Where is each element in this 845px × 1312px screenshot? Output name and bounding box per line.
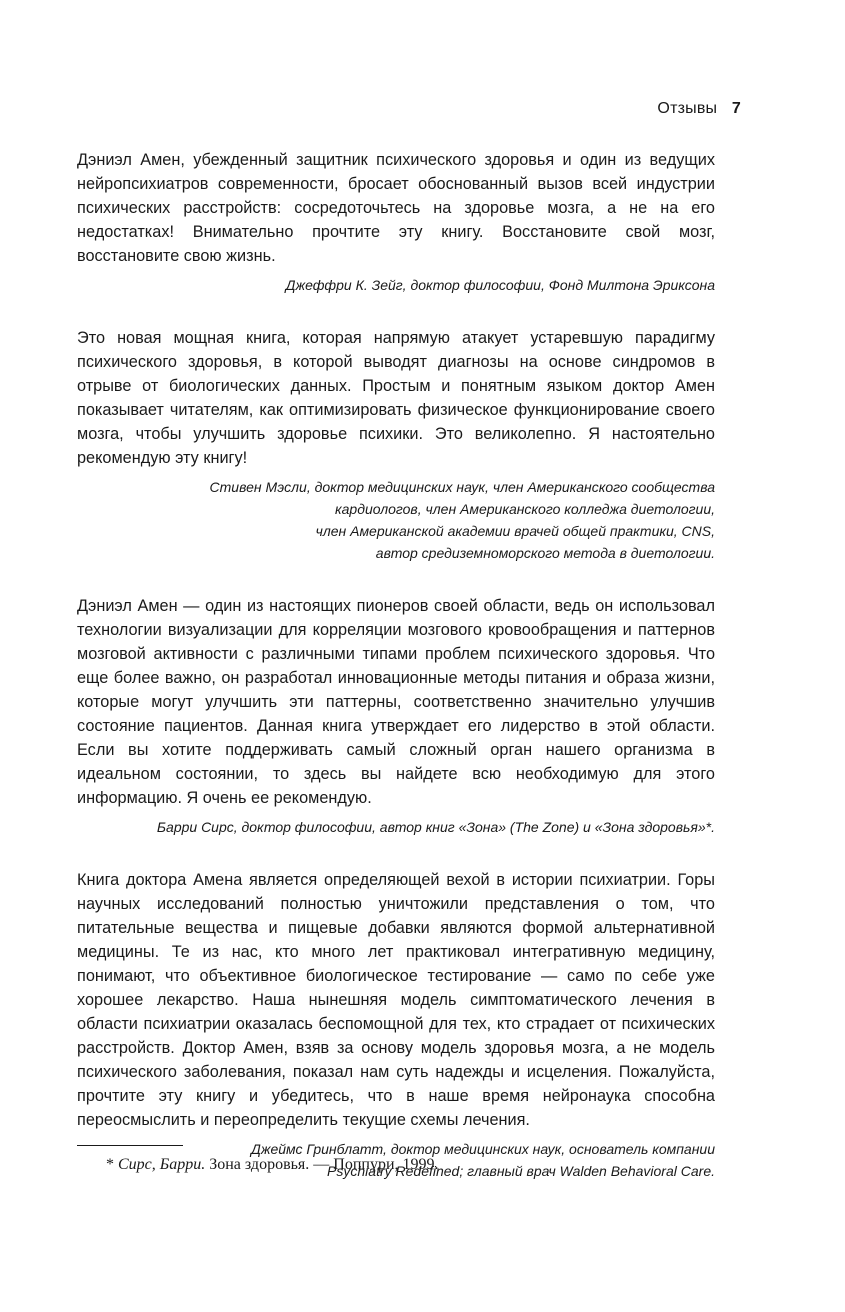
attribution-line: член Американской академии врачей общей практики, CNS, bbox=[315, 523, 715, 539]
attribution-line: Psychiatry Redefined; главный врач Walden Behavioral Care. bbox=[327, 1163, 715, 1179]
review-attribution bbox=[77, 274, 715, 296]
footnote-text: Зона здоровья. — Поппури, 1999. bbox=[209, 1156, 439, 1173]
review-text: Дэниэл Амен — один из настоящих пионеров своей области, ведь он использовал технологии визуализации для корреляции мозгового кровообращения и паттернов мозговой активности с различными типами проблем психического здоровья. Что еще более важно, он разработал инновационные методы питания и образа жизни, которые могут улучшить эти паттерны, соответственно значительно улучшив состояние пациентов. Данная книга утверждает его лидерство в этой области. Если вы хотите поддерживать самый сложный орган нашего организма в идеальном состоянии, то здесь вы найдете всю необходимую для этого информацию. Я очень ее рекомендую. bbox=[77, 597, 715, 807]
footnote-divider bbox=[77, 1145, 183, 1146]
attribution-line: Стивен Мэсли, доктор медицинских наук, член Американского сообщества bbox=[209, 479, 715, 495]
attribution-line: Барри Сирс, доктор философии, автор книг «Зона» (The Zone) и «Зона здоровья»*. bbox=[156, 819, 715, 835]
section-title: Отзывы bbox=[657, 100, 718, 117]
reviews-body bbox=[77, 148, 715, 1212]
review bbox=[77, 148, 715, 296]
review bbox=[77, 868, 715, 1182]
attribution-line: Джеймс Гринблатт, доктор медицинских наук, основатель компании bbox=[250, 1141, 715, 1157]
page-number: 7 bbox=[731, 100, 741, 117]
footnote-author: Сирс, Барри. bbox=[118, 1156, 206, 1173]
attribution-line: Джеффри К. Зейг, доктор философии, Фонд Милтона Эриксона bbox=[285, 277, 715, 293]
footnote bbox=[106, 1154, 439, 1176]
review-text: Это новая мощная книга, которая напрямую атакует устаревшую парадигму психического здоровья, в которой выводят диагнозы на основе синдромов в отрыве от биологических данных. Простым и понятным языком доктор Амен показывает читателям, как оптимизировать физическое функционирование своего мозга, чтобы улучшить здоровье психики. Это великолепно. Я настоятельно рекомендую эту книгу! bbox=[77, 329, 715, 467]
running-head bbox=[657, 100, 741, 118]
review-text: Книга доктора Амена является определяющей вехой в истории психиатрии. Горы научных исследований полностью уничтожили представления о том, что питательные вещества и пищевые добавки являются формой альтернативной медицины. Те из нас, кто много лет практиковал интегративную медицину, понимают, что объективное биологическое тестирование — само по себе уже хорошее лекарство. Наша нынешняя модель симптоматического лечения в области психиатрии оказалась беспомощной для тех, кто страдает от психических расстройств. Доктор Амен, взяв за основу модель здоровья мозга, а не модель психического заболевания, показал нам суть надежды и исцеления. Пожалуйста, прочтите эту книгу и убедитесь, что в наше время нейронаука способна переосмыслить и переопределить текущие схемы лечения. bbox=[77, 871, 715, 1129]
review-text: Дэниэл Амен, убежденный защитник психического здоровья и один из ведущих нейропсихиатров современности, бросает обоснованный вызов всей индустрии психических расстройств: сосредоточьтесь на здоровье мозга, а не на его недостатках! Внимательно прочтите эту книгу. Восстановите свой мозг, восстановите свою жизнь. bbox=[77, 151, 715, 265]
review bbox=[77, 594, 715, 838]
footnote-marker: * bbox=[106, 1156, 114, 1173]
review-attribution bbox=[77, 476, 715, 564]
review-attribution bbox=[77, 816, 715, 838]
attribution-line: автор средиземноморского метода в диетологии. bbox=[375, 545, 715, 561]
attribution-line: кардиологов, член Американского колледжа диетологии, bbox=[335, 501, 715, 517]
review bbox=[77, 326, 715, 564]
